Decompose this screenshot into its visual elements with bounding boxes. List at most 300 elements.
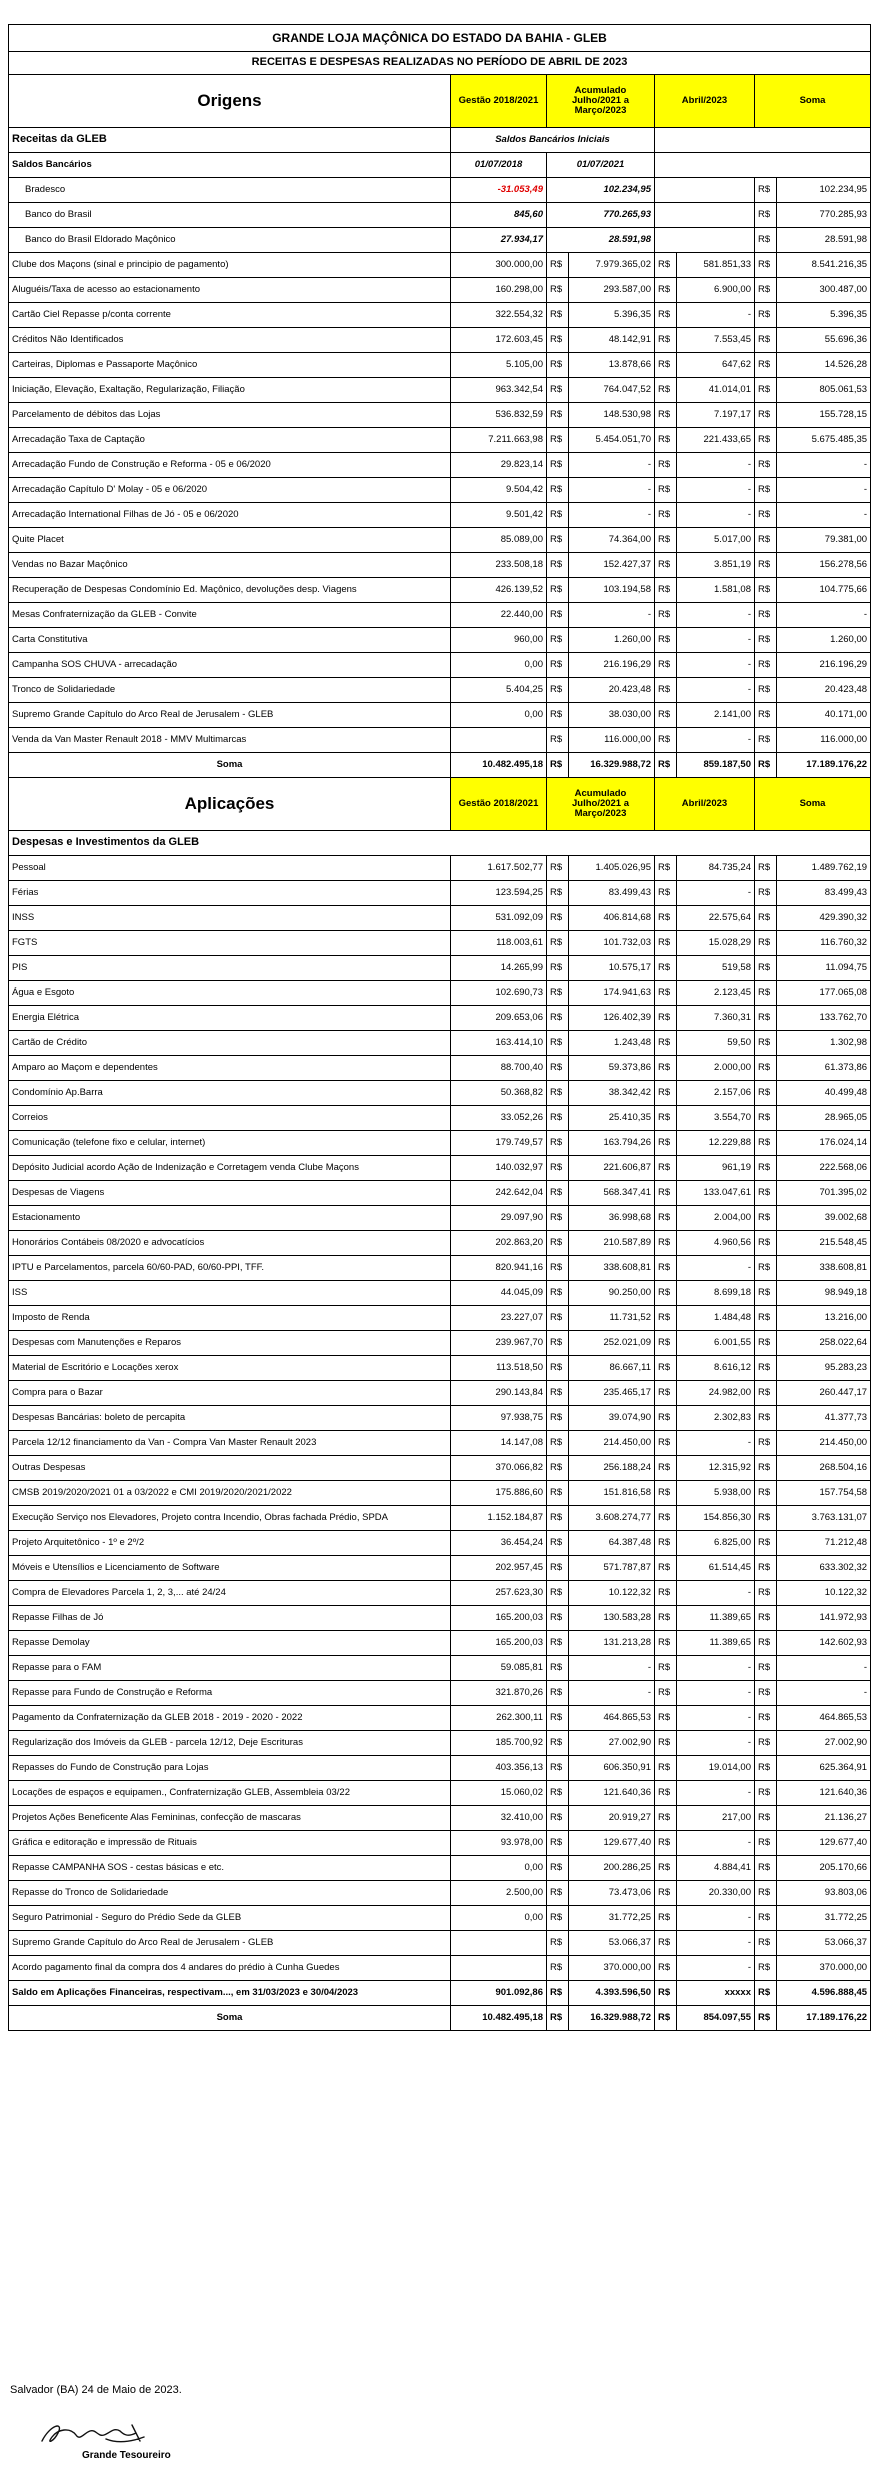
value-soma: 41.377,73 <box>777 1406 871 1431</box>
currency-label: R$ <box>755 1431 777 1456</box>
header-soma: Soma <box>755 778 871 831</box>
value-gestao: 239.967,70 <box>451 1331 547 1356</box>
row-label: Execução Serviço nos Elevadores, Projeto contra Incendio, Obras fachada Prédio, SPDA <box>9 1506 451 1531</box>
currency-label: R$ <box>547 1656 569 1681</box>
currency-label: R$ <box>547 1481 569 1506</box>
currency-label: R$ <box>547 478 569 503</box>
currency-label: R$ <box>755 1806 777 1831</box>
value-gestao: 242.642,04 <box>451 1181 547 1206</box>
currency-label: R$ <box>755 1456 777 1481</box>
currency-label: R$ <box>755 478 777 503</box>
currency-label: R$ <box>547 931 569 956</box>
value-soma: 370.000,00 <box>777 1956 871 1981</box>
row-label: Amparo ao Maçom e dependentes <box>9 1056 451 1081</box>
soma-gestao: 10.482.495,18 <box>451 753 547 778</box>
value-gestao: 901.092,86 <box>451 1981 547 2006</box>
currency-label: R$ <box>547 1156 569 1181</box>
currency-label: R$ <box>755 1756 777 1781</box>
value-gestao: 102.690,73 <box>451 981 547 1006</box>
currency-label: R$ <box>547 1381 569 1406</box>
currency-label: R$ <box>655 1256 677 1281</box>
value-acumulado: 152.427,37 <box>569 553 655 578</box>
value-soma: 121.640,36 <box>777 1781 871 1806</box>
value-gestao: 5.404,25 <box>451 678 547 703</box>
table-row <box>9 678 871 703</box>
value-gestao: 15.060,02 <box>451 1781 547 1806</box>
value-soma: 104.775,66 <box>777 578 871 603</box>
value-gestao: 1.617.502,77 <box>451 856 547 881</box>
row-label: Vendas no Bazar Maçônico <box>9 553 451 578</box>
currency-label: R$ <box>655 1606 677 1631</box>
section-title: Despesas e Investimentos da GLEB <box>9 831 871 856</box>
currency-label: R$ <box>755 881 777 906</box>
currency-label: R$ <box>755 528 777 553</box>
value-soma: 625.364,91 <box>777 1756 871 1781</box>
currency-label: R$ <box>655 1206 677 1231</box>
currency-label: R$ <box>755 1906 777 1931</box>
value-gestao <box>451 1956 547 1981</box>
currency-label: R$ <box>755 1656 777 1681</box>
bank-acumulado: 102.234,95 <box>547 178 655 203</box>
value-abril: 2.000,00 <box>677 1056 755 1081</box>
row-label: Supremo Grande Capítulo do Arco Real de Jerusalem - GLEB <box>9 703 451 728</box>
currency-label: R$ <box>755 1731 777 1756</box>
row-label: Energia Elétrica <box>9 1006 451 1031</box>
value-abril: 154.856,30 <box>677 1506 755 1531</box>
currency-label: R$ <box>655 678 677 703</box>
table-row <box>9 1206 871 1231</box>
currency-label: R$ <box>547 981 569 1006</box>
despesas-section-row <box>9 831 871 856</box>
header-acumulado: Acumulado Julho/2021 a Março/2023 <box>547 75 655 128</box>
currency-label: R$ <box>655 1081 677 1106</box>
value-abril: 12.315,92 <box>677 1456 755 1481</box>
value-abril: 581.851,33 <box>677 253 755 278</box>
currency-label: R$ <box>547 603 569 628</box>
value-acumulado: 39.074,90 <box>569 1406 655 1431</box>
table-row <box>9 1306 871 1331</box>
currency-label: R$ <box>655 303 677 328</box>
value-gestao: 0,00 <box>451 703 547 728</box>
value-acumulado: 5.396,35 <box>569 303 655 328</box>
row-label: INSS <box>9 906 451 931</box>
currency-label: R$ <box>655 1456 677 1481</box>
row-label: Quite Placet <box>9 528 451 553</box>
currency-label: R$ <box>755 753 777 778</box>
row-label: Acordo pagamento final da compra dos 4 andares do prédio à Cunha Guedes <box>9 1956 451 1981</box>
currency-label: R$ <box>755 856 777 881</box>
value-soma: 116.000,00 <box>777 728 871 753</box>
row-label: IPTU e Parcelamentos, parcela 60/60-PAD, 60/60-PPI, TFF. <box>9 1256 451 1281</box>
value-abril: xxxxx <box>677 1981 755 2006</box>
value-soma: 21.136,27 <box>777 1806 871 1831</box>
value-acumulado: 764.047,52 <box>569 378 655 403</box>
value-abril: - <box>677 603 755 628</box>
value-acumulado: - <box>569 1681 655 1706</box>
row-label: Projetos Ações Beneficente Alas Femininas, confecção de mascaras <box>9 1806 451 1831</box>
table-row <box>9 931 871 956</box>
value-abril: - <box>677 1931 755 1956</box>
value-abril: 6.825,00 <box>677 1531 755 1556</box>
currency-label: R$ <box>755 1081 777 1106</box>
value-acumulado: 3.608.274,77 <box>569 1506 655 1531</box>
currency-label: R$ <box>655 603 677 628</box>
value-acumulado: 1.260,00 <box>569 628 655 653</box>
currency-label: R$ <box>547 1831 569 1856</box>
table-row <box>9 253 871 278</box>
table-row <box>9 1956 871 1981</box>
value-gestao: 14.147,08 <box>451 1431 547 1456</box>
row-label: Supremo Grande Capítulo do Arco Real de Jerusalem - GLEB <box>9 1931 451 1956</box>
value-soma: 268.504,16 <box>777 1456 871 1481</box>
value-gestao: 185.700,92 <box>451 1731 547 1756</box>
value-soma: 155.728,15 <box>777 403 871 428</box>
value-acumulado: - <box>569 1656 655 1681</box>
value-gestao: 300.000,00 <box>451 253 547 278</box>
value-gestao: 172.603,45 <box>451 328 547 353</box>
row-label: Férias <box>9 881 451 906</box>
value-acumulado: 103.194,58 <box>569 578 655 603</box>
value-abril: - <box>677 1731 755 1756</box>
value-abril: 2.157,06 <box>677 1081 755 1106</box>
value-soma: 61.373,86 <box>777 1056 871 1081</box>
bank-row <box>9 228 871 253</box>
value-acumulado: 5.454.051,70 <box>569 428 655 453</box>
value-soma: 116.760,32 <box>777 931 871 956</box>
currency-label: R$ <box>547 1581 569 1606</box>
value-gestao <box>451 728 547 753</box>
value-soma: 222.568,06 <box>777 1156 871 1181</box>
table-row <box>9 278 871 303</box>
table-row <box>9 553 871 578</box>
currency-label: R$ <box>755 1631 777 1656</box>
currency-label: R$ <box>547 1231 569 1256</box>
signature-icon <box>36 2415 156 2451</box>
currency-label: R$ <box>755 1781 777 1806</box>
value-soma: 141.972,93 <box>777 1606 871 1631</box>
value-soma: - <box>777 478 871 503</box>
report-body <box>9 25 871 2031</box>
currency-label: R$ <box>547 1081 569 1106</box>
value-acumulado: 130.583,28 <box>569 1606 655 1631</box>
bank-gestao: 27.934,17 <box>451 228 547 253</box>
value-soma: 157.754,58 <box>777 1481 871 1506</box>
value-acumulado: 464.865,53 <box>569 1706 655 1731</box>
currency-label: R$ <box>655 856 677 881</box>
row-label: Gráfica e editoração e impressão de Rituais <box>9 1831 451 1856</box>
value-acumulado: 59.373,86 <box>569 1056 655 1081</box>
currency-label: R$ <box>655 1906 677 1931</box>
currency-label: R$ <box>755 678 777 703</box>
currency-label: R$ <box>547 1181 569 1206</box>
currency-label: R$ <box>655 1731 677 1756</box>
value-gestao: 5.105,00 <box>451 353 547 378</box>
value-abril: - <box>677 453 755 478</box>
currency-label: R$ <box>755 503 777 528</box>
currency-label: R$ <box>547 1756 569 1781</box>
table-row <box>9 1606 871 1631</box>
value-gestao: 0,00 <box>451 1906 547 1931</box>
currency-label: R$ <box>755 1131 777 1156</box>
value-abril: - <box>677 1431 755 1456</box>
value-acumulado: 235.465,17 <box>569 1381 655 1406</box>
currency-label: R$ <box>547 1281 569 1306</box>
currency-label: R$ <box>655 653 677 678</box>
aplicacoes-header-title: Aplicações <box>9 778 451 831</box>
currency-label: R$ <box>655 728 677 753</box>
bank-gestao: 845,60 <box>451 203 547 228</box>
bank-soma: 102.234,95 <box>777 178 871 203</box>
currency-label: R$ <box>547 328 569 353</box>
value-gestao: 321.870,26 <box>451 1681 547 1706</box>
currency-label: R$ <box>755 1581 777 1606</box>
value-gestao: 160.298,00 <box>451 278 547 303</box>
value-soma: 40.499,48 <box>777 1081 871 1106</box>
value-abril: 2.141,00 <box>677 703 755 728</box>
currency-label: R$ <box>755 931 777 956</box>
value-acumulado: 293.587,00 <box>569 278 655 303</box>
value-acumulado: - <box>569 453 655 478</box>
currency-label: R$ <box>755 303 777 328</box>
row-label: Material de Escritório e Locações xerox <box>9 1356 451 1381</box>
currency-label: R$ <box>547 1531 569 1556</box>
value-soma: 28.965,05 <box>777 1106 871 1131</box>
currency-label: R$ <box>755 1556 777 1581</box>
currency-label: R$ <box>547 1681 569 1706</box>
currency-label: R$ <box>547 1956 569 1981</box>
header-abril: Abril/2023 <box>655 75 755 128</box>
value-acumulado: - <box>569 603 655 628</box>
currency-label: R$ <box>755 1606 777 1631</box>
currency-label: R$ <box>755 1206 777 1231</box>
value-gestao: 536.832,59 <box>451 403 547 428</box>
value-acumulado: 129.677,40 <box>569 1831 655 1856</box>
table-row <box>9 653 871 678</box>
row-label: Saldo em Aplicações Financeiras, respectivam..., em 31/03/2023 e 30/04/2023 <box>9 1981 451 2006</box>
table-row <box>9 981 871 1006</box>
table-row <box>9 1006 871 1031</box>
currency-label: R$ <box>755 1406 777 1431</box>
currency-label: R$ <box>755 956 777 981</box>
value-abril: 6.900,00 <box>677 278 755 303</box>
currency-label: R$ <box>655 1306 677 1331</box>
value-soma: - <box>777 1681 871 1706</box>
value-acumulado: 31.772,25 <box>569 1906 655 1931</box>
row-label: Arrecadação International Filhas de Jó - 05 e 06/2020 <box>9 503 451 528</box>
value-acumulado: 7.979.365,02 <box>569 253 655 278</box>
currency-label: R$ <box>755 253 777 278</box>
currency-label: R$ <box>547 403 569 428</box>
value-soma: 214.450,00 <box>777 1431 871 1456</box>
value-acumulado: 4.393.596,50 <box>569 1981 655 2006</box>
currency-label: R$ <box>655 578 677 603</box>
value-soma: 83.499,43 <box>777 881 871 906</box>
currency-label: R$ <box>655 1131 677 1156</box>
table-row <box>9 578 871 603</box>
value-abril: 2.004,00 <box>677 1206 755 1231</box>
row-label: Compra para o Bazar <box>9 1381 451 1406</box>
currency-label: R$ <box>655 503 677 528</box>
soma-gestao: 10.482.495,18 <box>451 2006 547 2031</box>
bank-acumulado: 770.265,93 <box>547 203 655 228</box>
value-gestao: 7.211.663,98 <box>451 428 547 453</box>
currency-label: R$ <box>755 1381 777 1406</box>
row-label: Projeto Arquitetônico - 1º e 2º/2 <box>9 1531 451 1556</box>
value-soma: 300.487,00 <box>777 278 871 303</box>
report-table <box>8 24 871 2031</box>
value-soma: 79.381,00 <box>777 528 871 553</box>
value-acumulado: 25.410,35 <box>569 1106 655 1131</box>
row-label: Mesas Confraternização da GLEB - Convite <box>9 603 451 628</box>
currency-label: R$ <box>655 1056 677 1081</box>
value-abril: 3.554,70 <box>677 1106 755 1131</box>
value-soma: 633.302,32 <box>777 1556 871 1581</box>
value-abril: 1.484,48 <box>677 1306 755 1331</box>
value-abril: 61.514,45 <box>677 1556 755 1581</box>
row-label: Outras Despesas <box>9 1456 451 1481</box>
currency-label: R$ <box>547 628 569 653</box>
currency-label: R$ <box>547 1131 569 1156</box>
currency-label: R$ <box>547 1606 569 1631</box>
currency-label: R$ <box>547 503 569 528</box>
currency-label: R$ <box>547 1856 569 1881</box>
value-acumulado: 10.575,17 <box>569 956 655 981</box>
value-gestao: 179.749,57 <box>451 1131 547 1156</box>
currency-label: R$ <box>655 703 677 728</box>
bank-name: Banco do Brasil <box>9 203 451 228</box>
currency-label: R$ <box>547 1981 569 2006</box>
empty-cell <box>655 178 755 203</box>
row-label: Carta Constitutiva <box>9 628 451 653</box>
value-gestao: 426.139,52 <box>451 578 547 603</box>
row-label: Aluguéis/Taxa de acesso ao estacionamento <box>9 278 451 303</box>
value-soma: 93.803,06 <box>777 1881 871 1906</box>
empty-cell <box>655 128 871 153</box>
row-label: Despesas Bancárias: boleto de percapita <box>9 1406 451 1431</box>
row-label: Depósito Judicial acordo Ação de Indenização e Corretagem venda Clube Maçons <box>9 1156 451 1181</box>
currency-label: R$ <box>547 378 569 403</box>
currency-label: R$ <box>547 753 569 778</box>
soma-abril: 854.097,55 <box>677 2006 755 2031</box>
title-row <box>9 25 871 52</box>
bank-acumulado: 28.591,98 <box>547 228 655 253</box>
currency-label: R$ <box>547 728 569 753</box>
value-soma: - <box>777 453 871 478</box>
value-abril: 19.014,00 <box>677 1756 755 1781</box>
currency-label: R$ <box>755 1531 777 1556</box>
currency-label: R$ <box>655 1531 677 1556</box>
row-label: Cartão Ciel Repasse p/conta corrente <box>9 303 451 328</box>
row-label: FGTS <box>9 931 451 956</box>
value-abril: 22.575,64 <box>677 906 755 931</box>
currency-label: R$ <box>755 578 777 603</box>
currency-label: R$ <box>655 1656 677 1681</box>
value-abril: - <box>677 1581 755 1606</box>
value-acumulado: 406.814,68 <box>569 906 655 931</box>
report-title: GRANDE LOJA MAÇÔNICA DO ESTADO DA BAHIA - GLEB <box>9 25 871 52</box>
currency-label: R$ <box>547 1031 569 1056</box>
value-soma: 55.696,36 <box>777 328 871 353</box>
value-gestao: 0,00 <box>451 653 547 678</box>
row-label: CMSB 2019/2020/2021 01 a 03/2022 e CMI 2019/2020/2021/2022 <box>9 1481 451 1506</box>
row-label: Água e Esgoto <box>9 981 451 1006</box>
table-row <box>9 378 871 403</box>
currency-label: R$ <box>655 428 677 453</box>
currency-label: R$ <box>655 1231 677 1256</box>
table-row <box>9 881 871 906</box>
value-abril: 2.123,45 <box>677 981 755 1006</box>
value-soma: 71.212,48 <box>777 1531 871 1556</box>
value-soma: 215.548,45 <box>777 1231 871 1256</box>
table-row <box>9 1906 871 1931</box>
subtitle-row <box>9 52 871 75</box>
currency-label: R$ <box>655 2006 677 2031</box>
value-soma: 3.763.131,07 <box>777 1506 871 1531</box>
currency-label: R$ <box>655 1406 677 1431</box>
currency-label: R$ <box>655 1856 677 1881</box>
currency-label: R$ <box>547 1306 569 1331</box>
currency-label: R$ <box>655 1031 677 1056</box>
currency-label: R$ <box>755 378 777 403</box>
currency-label: R$ <box>655 1781 677 1806</box>
currency-label: R$ <box>547 1931 569 1956</box>
value-abril: 5.938,00 <box>677 1481 755 1506</box>
header-soma: Soma <box>755 75 871 128</box>
value-abril: - <box>677 1831 755 1856</box>
value-gestao: 202.863,20 <box>451 1231 547 1256</box>
value-gestao: 209.653,06 <box>451 1006 547 1031</box>
value-abril: - <box>677 503 755 528</box>
currency-label: R$ <box>755 1181 777 1206</box>
value-acumulado: 163.794,26 <box>569 1131 655 1156</box>
table-row <box>9 1356 871 1381</box>
value-acumulado: 131.213,28 <box>569 1631 655 1656</box>
value-soma: 260.447,17 <box>777 1381 871 1406</box>
currency-label: R$ <box>655 1106 677 1131</box>
value-acumulado: 10.122,32 <box>569 1581 655 1606</box>
row-label: Locações de espaços e equipamen., Confraternização GLEB, Assembleia 03/22 <box>9 1781 451 1806</box>
value-soma: 14.526,28 <box>777 353 871 378</box>
table-row <box>9 1131 871 1156</box>
value-acumulado: 73.473,06 <box>569 1881 655 1906</box>
currency-label: R$ <box>755 1931 777 1956</box>
value-acumulado: 53.066,37 <box>569 1931 655 1956</box>
table-row <box>9 1856 871 1881</box>
value-abril: - <box>677 1656 755 1681</box>
table-row <box>9 856 871 881</box>
table-row <box>9 353 871 378</box>
table-row <box>9 1256 871 1281</box>
bank-soma: 770.285,93 <box>777 203 871 228</box>
value-acumulado: 83.499,43 <box>569 881 655 906</box>
currency-label: R$ <box>755 1831 777 1856</box>
currency-label: R$ <box>655 378 677 403</box>
currency-label: R$ <box>755 278 777 303</box>
value-gestao: 29.097,90 <box>451 1206 547 1231</box>
header-gestao: Gestão 2018/2021 <box>451 75 547 128</box>
table-row <box>9 1731 871 1756</box>
row-label: Correios <box>9 1106 451 1131</box>
currency-label: R$ <box>655 1381 677 1406</box>
currency-label: R$ <box>655 981 677 1006</box>
table-row <box>9 956 871 981</box>
currency-label: R$ <box>547 303 569 328</box>
currency-label: R$ <box>547 881 569 906</box>
row-label: Parcelamento de débitos das Lojas <box>9 403 451 428</box>
value-gestao: 0,00 <box>451 1856 547 1881</box>
value-soma: 13.216,00 <box>777 1306 871 1331</box>
row-label: Carteiras, Diplomas e Passaporte Maçônico <box>9 353 451 378</box>
